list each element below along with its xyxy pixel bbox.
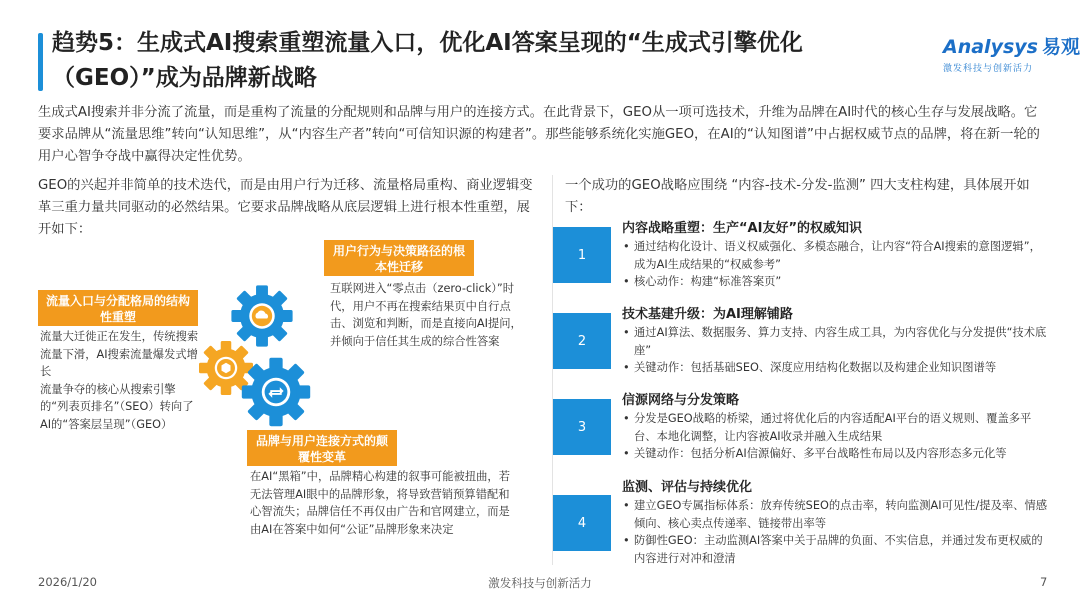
force-label-traffic: 流量入口与分配格局的结构性重塑 [38,290,198,326]
pillar-number-2: 2 [553,313,611,369]
pillar-monitoring [622,478,1052,567]
logo-tagline: 激发科技与创新活力 [943,64,1034,74]
list-item: • 防御性GEO：主动监测AI答案中关于品牌的负面、不实信息，并通过发布更权威的内容进行对冲和澄清 [622,532,1052,567]
left-intro: GEO的兴起并非简单的技术迭代，而是由用户行为迁移、流量格局重构、商业逻辑变革三重力量共同驱动的必然结果。它要求品牌战略从底层逻辑上进行根本性重塑，展开如下： [38,178,533,237]
gears-illustration [190,268,330,438]
list-item: • 分发是GEO战略的桥梁，通过将优化后的内容适配AI平台的语义规则、覆盖多平台、本地化调整，让内容被AI收录并融入生成结果 [622,410,1052,445]
gear-bottom [242,358,310,426]
pillar-distribution [622,391,1052,463]
force-text-traffic: 流量大迁徙正在发生，传统搜索流量下滑，AI搜索流量爆发式增长 流量争夺的核心从搜索引擎的“列表页排名”（SEO）转向了AI的“答案层呈现”（GEO） [40,330,199,431]
pillar-title: 内容战略重塑：生产“AI友好”的权威知识 [622,221,862,236]
right-intro: 一个成功的GEO战略应围绕 “内容-技术-分发-监测” 四大支柱构建，具体展开如下： [565,178,1030,215]
logo-wordmark: Analysys 易观 [943,36,1080,58]
pillar-number-1: 1 [553,227,611,283]
list-item: • 关键动作：包括基础SEO、深度应用结构化数据以及构建企业知识图谱等 [622,359,1052,377]
intro-paragraph: 生成式AI搜索并非分流了流量，而是重构了流量的分配规则和品牌与用户的连接方式。在此背景下，GEO从一项可选技术，升维为品牌在AI时代的核心生存与发展战略。它要求品牌从“流量思维”转向“认知思维”，从“内容生产者”转向“可信知识源的构建者”。那些能够系统化实施GEO，在AI的“认知图谱”中占据权威节点的品牌，将在新一轮的用户心智争夺战中赢得决定性优势。 [38,105,1040,164]
pillar-technology [622,305,1052,377]
logo [943,32,1080,74]
force-text-brand-connection: 在AI“黑箱”中，品牌精心构建的叙事可能被扭曲，若无法管理AI眼中的品牌形象，将导致营销预算错配和心智流失；品牌信任不再仅由广告和官网建立，而是由AI在答案中如何“公证”品牌形象来决定 [250,470,511,536]
pillar-list [622,324,1052,377]
list-item: • 建立GEO专属指标体系：放弃传统SEO的点击率，转向监测AI可见性/提及率、情感倾向、核心卖点传递率、链接带出率等 [622,497,1052,532]
list-item: • 通过AI算法、数据服务、算力支持、内容生成工具，为内容优化与分发提供“技术底座” [622,324,1052,359]
list-item: • 通过结构化设计、语义权威强化、多模态融合，让内容“符合AI搜索的意图逻辑”，成为AI生成结果的“权威参考” [622,238,1052,273]
force-label-user-behavior: 用户行为与决策路径的根本性迁移 [324,240,474,276]
gear-top [231,285,292,346]
pillar-title: 技术基建升级：为AI理解铺路 [622,307,793,322]
pillar-list [622,238,1052,291]
pillar-title: 信源网络与分发策略 [622,393,740,408]
list-item: • 关键动作：包括分析AI信源偏好、多平台战略性布局以及内容形态多元化等 [622,445,1052,463]
list-item: • 核心动作：构建“标准答案页” [622,273,1052,291]
footer-tagline: 激发科技与创新活力 [488,576,592,590]
page-title: 趋势5：生成式AI搜索重塑流量入口，优化AI答案呈现的“生成式引擎优化（GEO）”成为品牌新战略 [52,30,803,91]
pillar-list [622,410,1052,463]
pillar-content [622,219,1052,291]
title-accent-bar [38,33,43,91]
pillar-number-4: 4 [553,495,611,551]
force-label-brand-connection: 品牌与用户连接方式的颠覆性变革 [247,430,397,466]
footer-date: 2026/1/20 [38,575,97,589]
pillar-list [622,497,1052,567]
force-text-user-behavior: 互联网进入“零点击（zero-click）”时代，用户不再在搜索结果页中自行点击、浏览和判断，而是直接向AI提问，并倾向于信任其生成的综合性答案 [330,282,522,348]
pillar-title: 监测、评估与持续优化 [622,480,753,495]
page-number: 7 [1040,575,1048,589]
pillar-number-3: 3 [553,399,611,455]
